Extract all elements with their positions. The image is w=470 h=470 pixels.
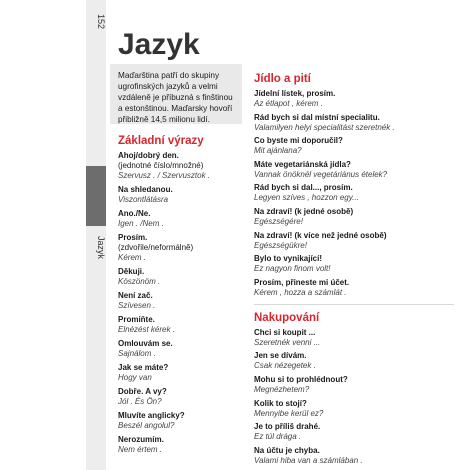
phrase-list-food — [254, 89, 454, 298]
phrase-entry — [254, 160, 454, 180]
phrase-translation: Igen . /Nem . — [118, 219, 164, 228]
sidebar-chapter-label: Jazyk — [96, 236, 106, 260]
phrase-text: Máte vegetariánská jídla? — [254, 159, 351, 169]
phrase-entry — [254, 399, 454, 419]
phrase-list-shopping — [254, 328, 454, 466]
section-heading-food: Jídlo a pití — [254, 73, 311, 85]
phrase-text: Prosím. — [118, 233, 148, 242]
phrase-text: Rád bych si dal..., prosím. — [254, 183, 353, 193]
phrase-translation: Az étlapot , kérem . — [254, 99, 323, 108]
phrase-note: (jednotné číslo/množné) — [118, 161, 204, 170]
phrase-translation: Ez nagyon finom volt! — [254, 264, 331, 274]
phrase-entry — [254, 89, 454, 109]
phrase-translation: Viszontlátásra — [118, 195, 169, 204]
section-heading-shopping: Nakupování — [254, 311, 320, 324]
phrase-text: Nerozumím. — [118, 435, 164, 444]
phrase-translation: Megnézhetem? — [254, 384, 310, 394]
phrase-translation: Jól . És Ön? — [118, 397, 162, 406]
phrase-entry — [254, 446, 454, 466]
phrase-text: Na zdraví! (k jedné osobě) — [254, 206, 354, 216]
phrase-translation: Köszönöm . — [118, 277, 161, 286]
left-column — [118, 134, 242, 459]
phrase-translation: Valamilyen helyi specialitást szeretnék . — [254, 122, 395, 132]
phrase-entry — [254, 207, 454, 227]
phrase-text: Ahoj/dobrý den. — [118, 151, 179, 160]
phrase-entry — [118, 411, 242, 431]
phrase-entry — [118, 291, 242, 311]
phrase-entry — [254, 183, 454, 203]
phrase-text: Dobře. A vy? — [118, 387, 167, 396]
phrase-translation: Hogy van — [118, 373, 152, 382]
intro-text: Maďarština patří do skupiny ugrofinských jazyků a velmi vzdáleně je příbuzná s finštinou a estonštinou. Maďarsky hovoří přibližně 14,5 milionu lidí. — [118, 71, 233, 124]
phrase-translation: Beszél angolul? — [118, 421, 175, 430]
phrase-text: Chci si koupit ... — [254, 327, 316, 337]
phrase-entry — [118, 267, 242, 287]
phrase-entry — [254, 422, 454, 442]
phrase-translation: Mennyibe kerül ez? — [254, 408, 324, 418]
phrase-text: Na zdraví! (k více než jedné osobě) — [254, 230, 387, 240]
sidebar-strip — [86, 0, 106, 470]
phrase-entry — [254, 375, 454, 395]
phrase-entry — [254, 254, 454, 274]
phrase-translation: Szeretnék venni ... — [254, 337, 321, 347]
phrase-entry — [118, 435, 242, 455]
phrase-text: Jak se máte? — [118, 363, 169, 372]
phrase-text: Mohu si to prohlédnout? — [254, 374, 348, 384]
phrase-text: Není zač. — [118, 291, 153, 300]
phrase-translation: Legyen szíves , hozzon egy... — [254, 193, 359, 203]
phrase-translation: Szívesen . — [118, 301, 156, 310]
phrase-text: Na účtu je chyba. — [254, 445, 320, 455]
phrase-translation: Vannak önöknél vegetáriánus ételek? — [254, 169, 388, 179]
phrase-text: Prosím, přineste mi účet. — [254, 277, 350, 287]
phrase-translation: Egészségére! — [254, 216, 303, 226]
phrase-text: Rád bych si dal místní specialitu. — [254, 112, 380, 122]
phrase-list-basic — [118, 151, 242, 455]
phrase-translation: Csak nézegetek . — [254, 361, 316, 371]
phrase-entry — [118, 387, 242, 407]
phrase-translation: Egészségükre! — [254, 240, 307, 250]
phrase-note: (zdvořile/neformálně) — [118, 243, 194, 252]
section-heading-basic: Základní výrazy — [118, 135, 204, 147]
phrase-entry — [254, 328, 454, 348]
phrase-text: Je to příliš drahé. — [254, 422, 321, 432]
phrase-entry — [254, 278, 454, 298]
phrase-entry — [118, 233, 242, 263]
phrase-translation: Valami hiba van a számlában . — [254, 455, 363, 465]
phrase-text: Mluvíte anglicky? — [118, 411, 185, 420]
phrase-translation: Mit ajánlana? — [254, 146, 302, 156]
phrase-text: Jen se dívám. — [254, 351, 307, 361]
phrase-translation: Elnézést kérek . — [118, 325, 175, 334]
phrase-entry — [118, 315, 242, 335]
phrase-text: Jídelní lístek, prosím. — [254, 89, 336, 98]
phrase-entry — [118, 185, 242, 205]
phrase-entry — [118, 209, 242, 229]
sidebar-dark-marker — [86, 166, 106, 226]
phrase-translation: Sajnálom . — [118, 349, 156, 358]
page-number: 152 — [96, 14, 106, 30]
intro-box — [110, 64, 242, 124]
phrase-entry — [254, 136, 454, 156]
phrase-text: Bylo to vynikající! — [254, 254, 323, 264]
page-title: Jazyk — [118, 28, 200, 61]
phrase-text: Promiňte. — [118, 315, 155, 324]
phrase-translation: Ez túl drága . — [254, 432, 302, 442]
phrase-entry — [254, 351, 454, 371]
phrase-text: Děkuji. — [118, 267, 145, 276]
phrase-text: Na shledanou. — [118, 185, 173, 194]
phrase-text: Ano./Ne. — [118, 209, 151, 218]
phrase-text: Co byste mi doporučil? — [254, 136, 343, 146]
phrase-text: Kolik to stojí? — [254, 398, 307, 408]
phrase-text: Omlouvám se. — [118, 339, 173, 348]
phrase-translation: Kérem . — [118, 253, 147, 262]
phrase-entry — [254, 113, 454, 133]
phrase-translation: Kérem , hozza a számlát . — [254, 287, 347, 297]
phrase-entry — [118, 339, 242, 359]
phrase-entry — [118, 151, 242, 181]
section-divider — [254, 304, 454, 305]
phrase-translation: Nem értem . — [118, 445, 163, 454]
right-column — [254, 72, 454, 469]
phrase-entry — [118, 363, 242, 383]
phrase-entry — [254, 231, 454, 251]
phrase-translation: Szervusz . / Szervusztok . — [118, 171, 211, 180]
